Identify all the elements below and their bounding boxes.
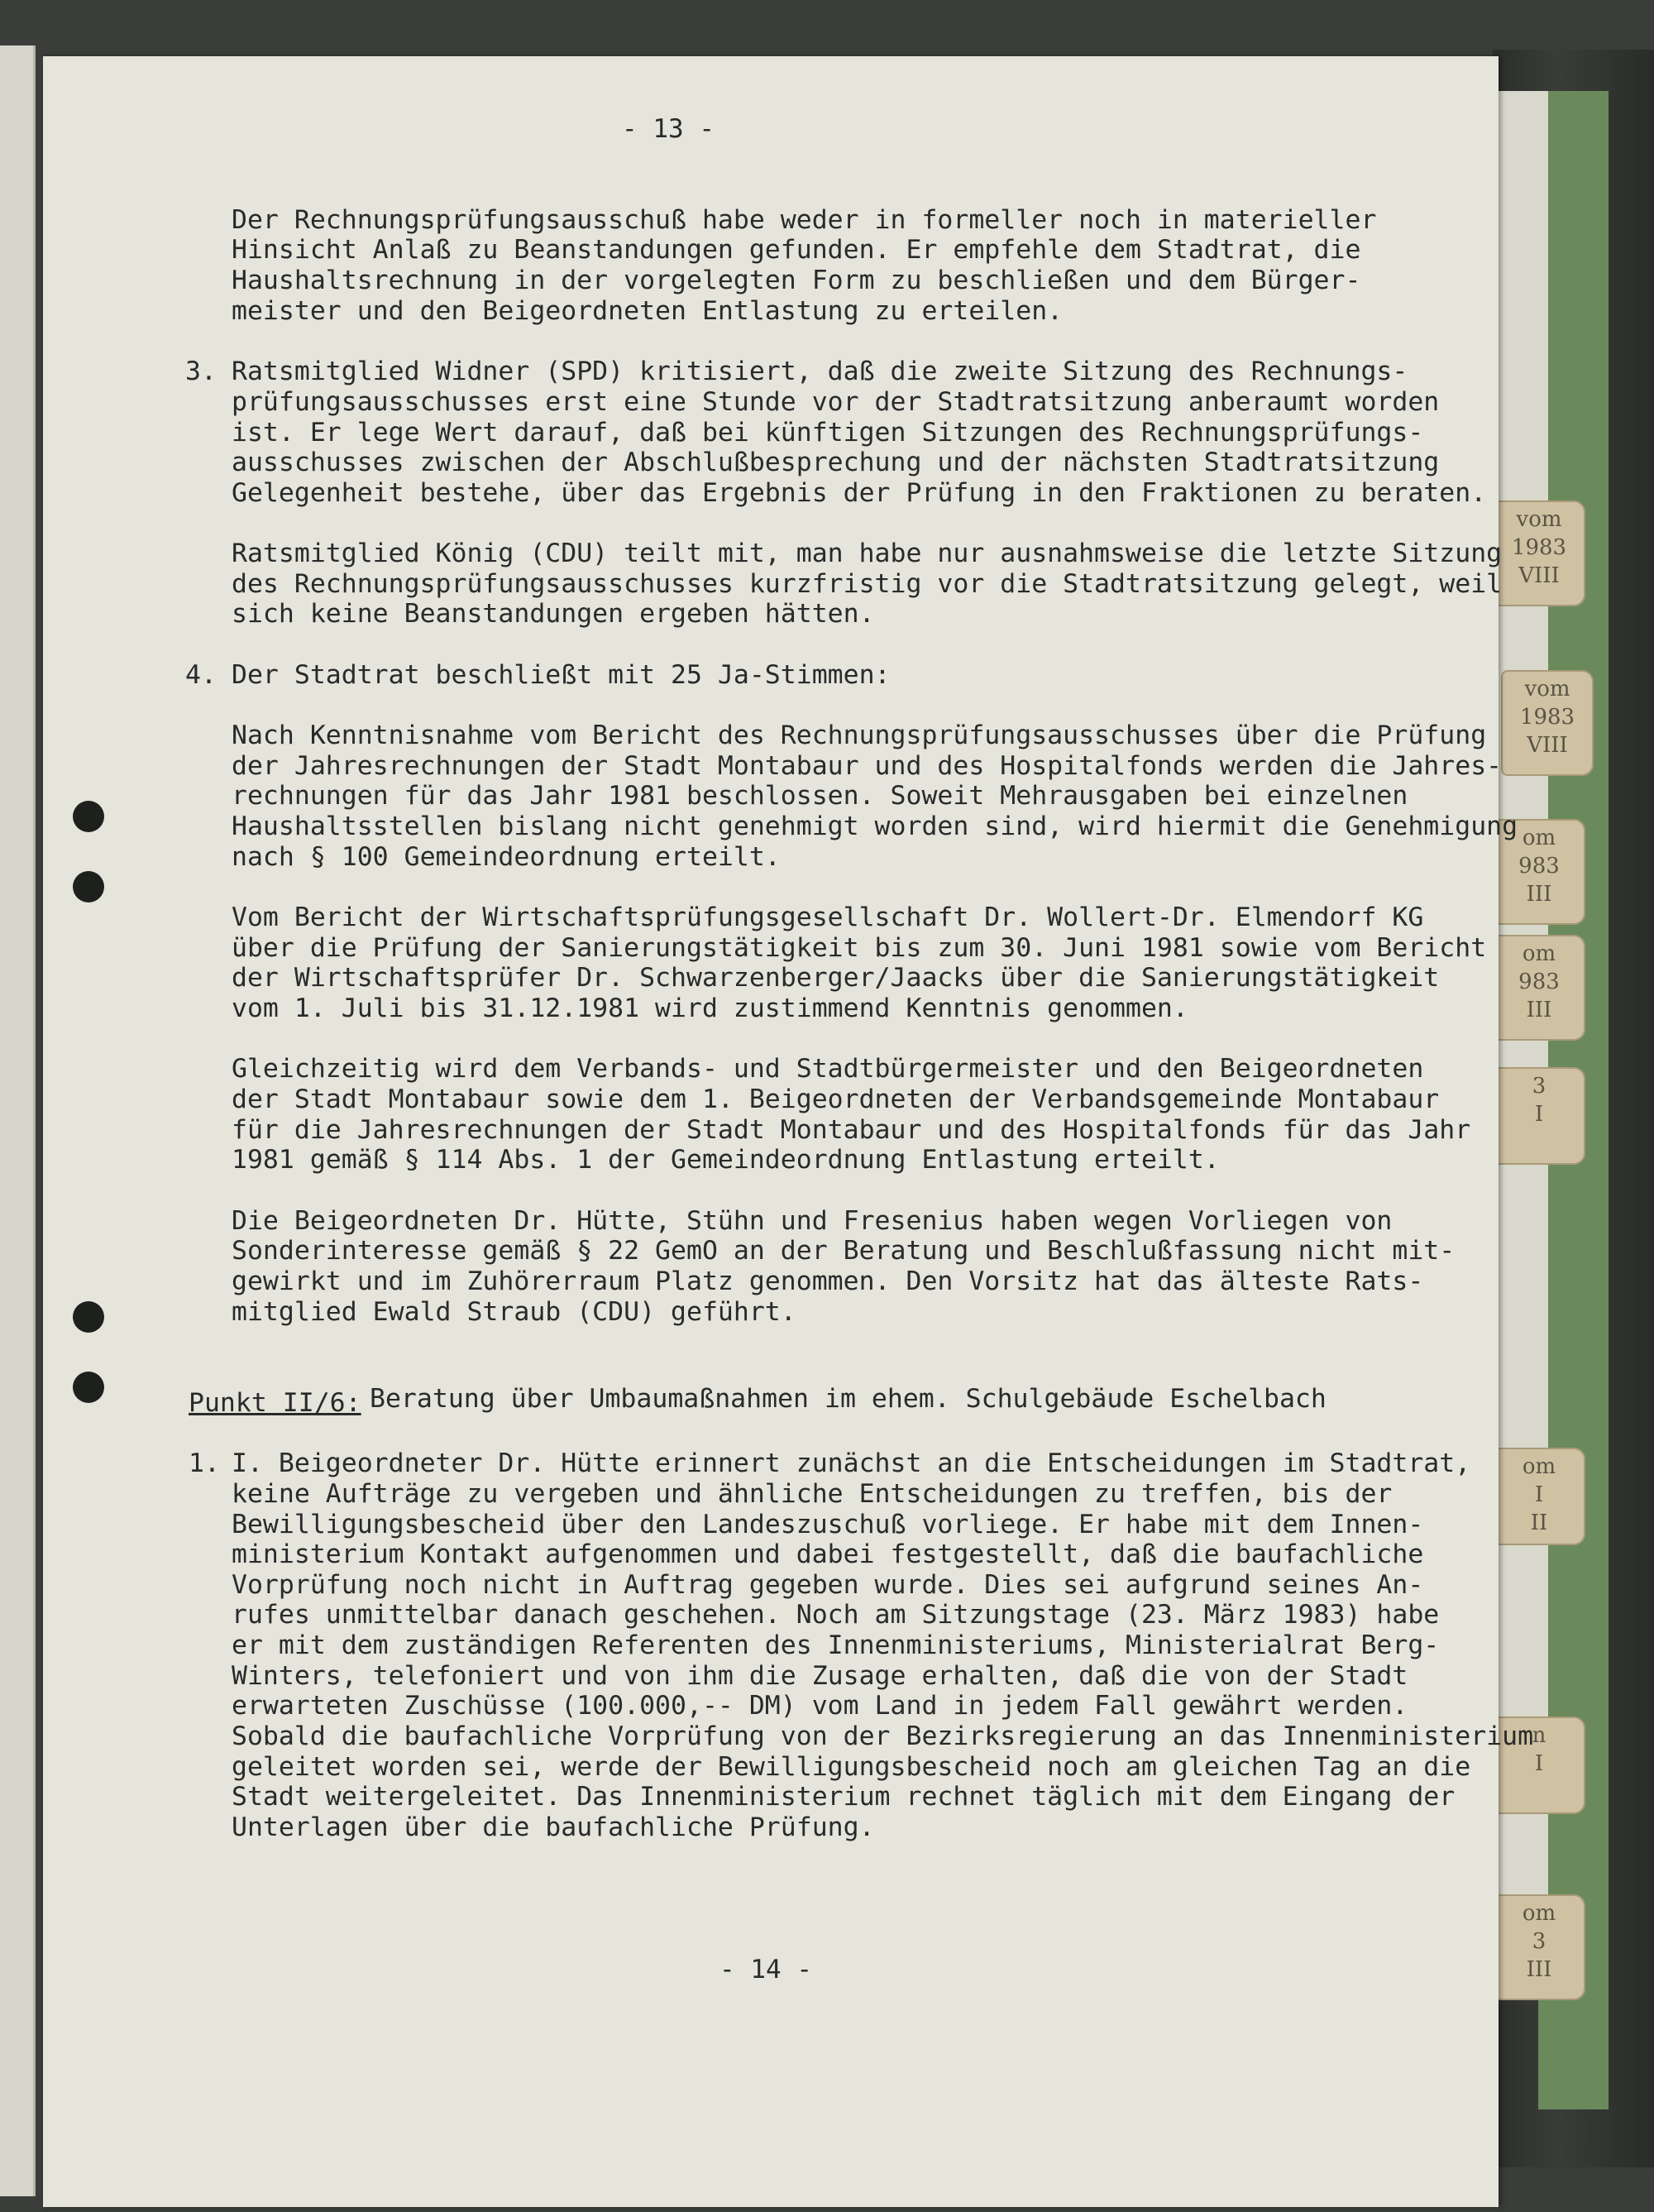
text-line: der Jahresrechnungen der Stadt Montabaur und des Hospitalfonds werden die Jahres- xyxy=(232,751,1503,781)
agenda-item-label: Punkt II/6: xyxy=(189,1388,361,1418)
list-number: 3. xyxy=(185,357,217,386)
tab-label: om xyxy=(1522,826,1556,850)
index-tab[interactable] xyxy=(1493,1067,1585,1165)
text-line: der Stadt Montabaur sowie dem 1. Beigeordneten der Verbandsgemeinde Montabaur xyxy=(232,1084,1440,1114)
text-line: Haushaltsstellen bislang nicht genehmigt worden sind, wird hiermit die Genehmigung xyxy=(232,812,1518,841)
text-line: Unterlagen über die baufachliche Prüfung. xyxy=(232,1812,875,1842)
tab-label: I xyxy=(1534,1482,1544,1507)
text-line: Sonderinteresse gemäß § 22 GemO an der Beratung und Beschlußfassung nicht mit- xyxy=(232,1236,1456,1266)
tab-label: vom xyxy=(1516,507,1562,532)
index-tab[interactable] xyxy=(1493,1448,1585,1545)
page-footer-number: - 14 - xyxy=(719,1955,812,1985)
list-number: 4. xyxy=(185,660,217,690)
tab-label: 1983 xyxy=(1511,535,1567,560)
text-line: er mit dem zuständigen Referenten des Innenministeriums, Ministerialrat Berg- xyxy=(232,1630,1440,1660)
text-line: rufes unmittelbar danach geschehen. Noch am Sitzungstage (23. März 1983) habe xyxy=(232,1600,1440,1630)
text-line: sich keine Beanstandungen ergeben hätten. xyxy=(232,599,875,629)
text-line: Stadt weitergeleitet. Das Innenministerium rechnet täglich mit dem Eingang der xyxy=(232,1782,1456,1812)
text-line: Bewilligungsbescheid über den Landeszuschuß vorliege. Er habe mit dem Innen- xyxy=(232,1510,1424,1539)
text-line: Winters, telefoniert und von ihm die Zusage erhalten, daß die von der Stadt xyxy=(232,1661,1408,1691)
tab-label: om xyxy=(1522,941,1556,966)
tab-label: om xyxy=(1522,1901,1556,1926)
text-line: Nach Kenntnisnahme vom Bericht des Rechnungsprüfungsausschusses über die Prüfung xyxy=(232,721,1487,750)
text-line: Ratsmitglied Widner (SPD) kritisiert, daß die zweite Sitzung des Rechnungs- xyxy=(232,357,1408,386)
tab-label: I xyxy=(1534,1751,1544,1776)
index-tab[interactable] xyxy=(1501,670,1594,776)
text-line: gewirkt und im Zuhörerraum Platz genommen. Den Vorsitz hat das älteste Rats- xyxy=(232,1266,1424,1296)
tab-label: 983 xyxy=(1518,970,1560,994)
text-line: der Wirtschaftsprüfer Dr. Schwarzenberger/Jaacks über die Sanierungstätigkeit xyxy=(232,963,1440,993)
text-line: ist. Er lege Wert darauf, daß bei künftigen Sitzungen des Rechnungsprüfungs- xyxy=(232,418,1424,448)
tab-label: I xyxy=(1534,1102,1544,1127)
text-line: vom 1. Juli bis 31.12.1981 wird zustimmend Kenntnis genommen. xyxy=(232,993,1188,1023)
index-tab[interactable] xyxy=(1493,500,1585,606)
text-line: Vorprüfung noch nicht in Auftrag gegeben wurde. Dies sei aufgrund seines An- xyxy=(232,1570,1424,1600)
tab-label: III xyxy=(1526,998,1552,1022)
index-tab[interactable] xyxy=(1493,1894,1585,2000)
text-line: meister und den Beigeordneten Entlastung zu erteilen. xyxy=(232,296,1064,326)
list-number: 1. xyxy=(189,1448,220,1478)
text-line: Gelegenheit bestehe, über das Ergebnis der Prüfung in den Fraktionen zu beraten. xyxy=(232,478,1487,508)
tab-label: vom xyxy=(1524,677,1570,701)
tab-label: II xyxy=(1530,1511,1548,1535)
text-line: erwarteten Zuschüsse (100.000,-- DM) vom Land in jedem Fall gewährt werden. xyxy=(232,1691,1408,1721)
tab-label: n xyxy=(1532,1723,1546,1748)
text-line: über die Prüfung der Sanierungstätigkeit bis zum 30. Juni 1981 sowie vom Bericht xyxy=(232,933,1487,963)
tab-label: 983 xyxy=(1518,854,1560,879)
document-page xyxy=(43,56,1534,2207)
text-line: ausschusses zwischen der Abschlußbesprechung und der nächsten Stadtratsitzung xyxy=(232,448,1440,477)
tab-label: 1983 xyxy=(1519,705,1575,730)
tab-label: 3 xyxy=(1532,1074,1546,1099)
tab-label: om xyxy=(1522,1454,1556,1479)
text-line: rechnungen für das Jahr 1981 beschlossen. Soweit Mehrausgaben bei einzelnen xyxy=(232,781,1408,811)
text-line: keine Aufträge zu vergeben und ähnliche Entscheidungen zu treffen, bis der xyxy=(232,1479,1393,1509)
tab-label: III xyxy=(1526,882,1552,907)
left-page-edge xyxy=(0,45,36,2196)
text-line: mitglied Ewald Straub (CDU) geführt. xyxy=(232,1297,796,1327)
tab-label: VIII xyxy=(1527,733,1568,758)
text-line: Die Beigeordneten Dr. Hütte, Stühn und Fresenius haben wegen Vorliegen von xyxy=(232,1206,1393,1236)
text-line: des Rechnungsprüfungsausschusses kurzfristig vor die Stadtratsitzung gelegt, weil xyxy=(232,569,1503,599)
index-tab[interactable] xyxy=(1493,935,1585,1041)
text-line: Vom Bericht der Wirtschaftsprüfungsgesellschaft Dr. Wollert-Dr. Elmendorf KG xyxy=(232,903,1424,932)
tab-label: III xyxy=(1526,1957,1552,1982)
text-line: Ratsmitglied König (CDU) teilt mit, man habe nur ausnahmsweise die letzte Sitzung xyxy=(232,539,1503,568)
text-line: Sobald die baufachliche Vorprüfung von der Bezirksregierung an das Innenministerium xyxy=(232,1721,1534,1751)
text-line: prüfungsausschusses erst eine Stunde vor der Stadtratsitzung anberaumt worden xyxy=(232,387,1440,417)
text-line: Hinsicht Anlaß zu Beanstandungen gefunden. Er empfehle dem Stadtrat, die xyxy=(232,235,1361,265)
text-line: nach § 100 Gemeindeordnung erteilt. xyxy=(232,842,781,872)
text-line: Der Stadtrat beschließt mit 25 Ja-Stimmen: xyxy=(232,660,891,690)
tab-label: VIII xyxy=(1518,563,1560,588)
text-line: ministerium Kontakt aufgenommen und dabei festgestellt, daß die baufachliche xyxy=(232,1539,1424,1569)
agenda-item-title: Beratung über Umbaumaßnahmen im ehem. Schulgebäude Eschelbach xyxy=(370,1384,1327,1414)
text-line: I. Beigeordneter Dr. Hütte erinnert zunächst an die Entscheidungen im Stadtrat, xyxy=(232,1448,1471,1478)
text-line: geleitet worden sei, werde der Bewilligungsbescheid noch am gleichen Tag an die xyxy=(232,1752,1471,1782)
text-line: Der Rechnungsprüfungsausschuß habe weder in formeller noch in materieller xyxy=(232,205,1377,235)
text-line: für die Jahresrechnungen der Stadt Montabaur und des Hospitalfonds für das Jahr xyxy=(232,1115,1471,1145)
text-line: Gleichzeitig wird dem Verbands- und Stadtbürgermeister und den Beigeordneten xyxy=(232,1054,1424,1084)
text-line: 1981 gemäß § 114 Abs. 1 der Gemeindeordnung Entlastung erteilt. xyxy=(232,1145,1220,1175)
tab-label: 3 xyxy=(1532,1929,1546,1954)
text-line: Haushaltsrechnung in der vorgelegten Form zu beschließen und dem Bürger- xyxy=(232,266,1361,295)
page-header-number: - 13 - xyxy=(622,114,715,144)
